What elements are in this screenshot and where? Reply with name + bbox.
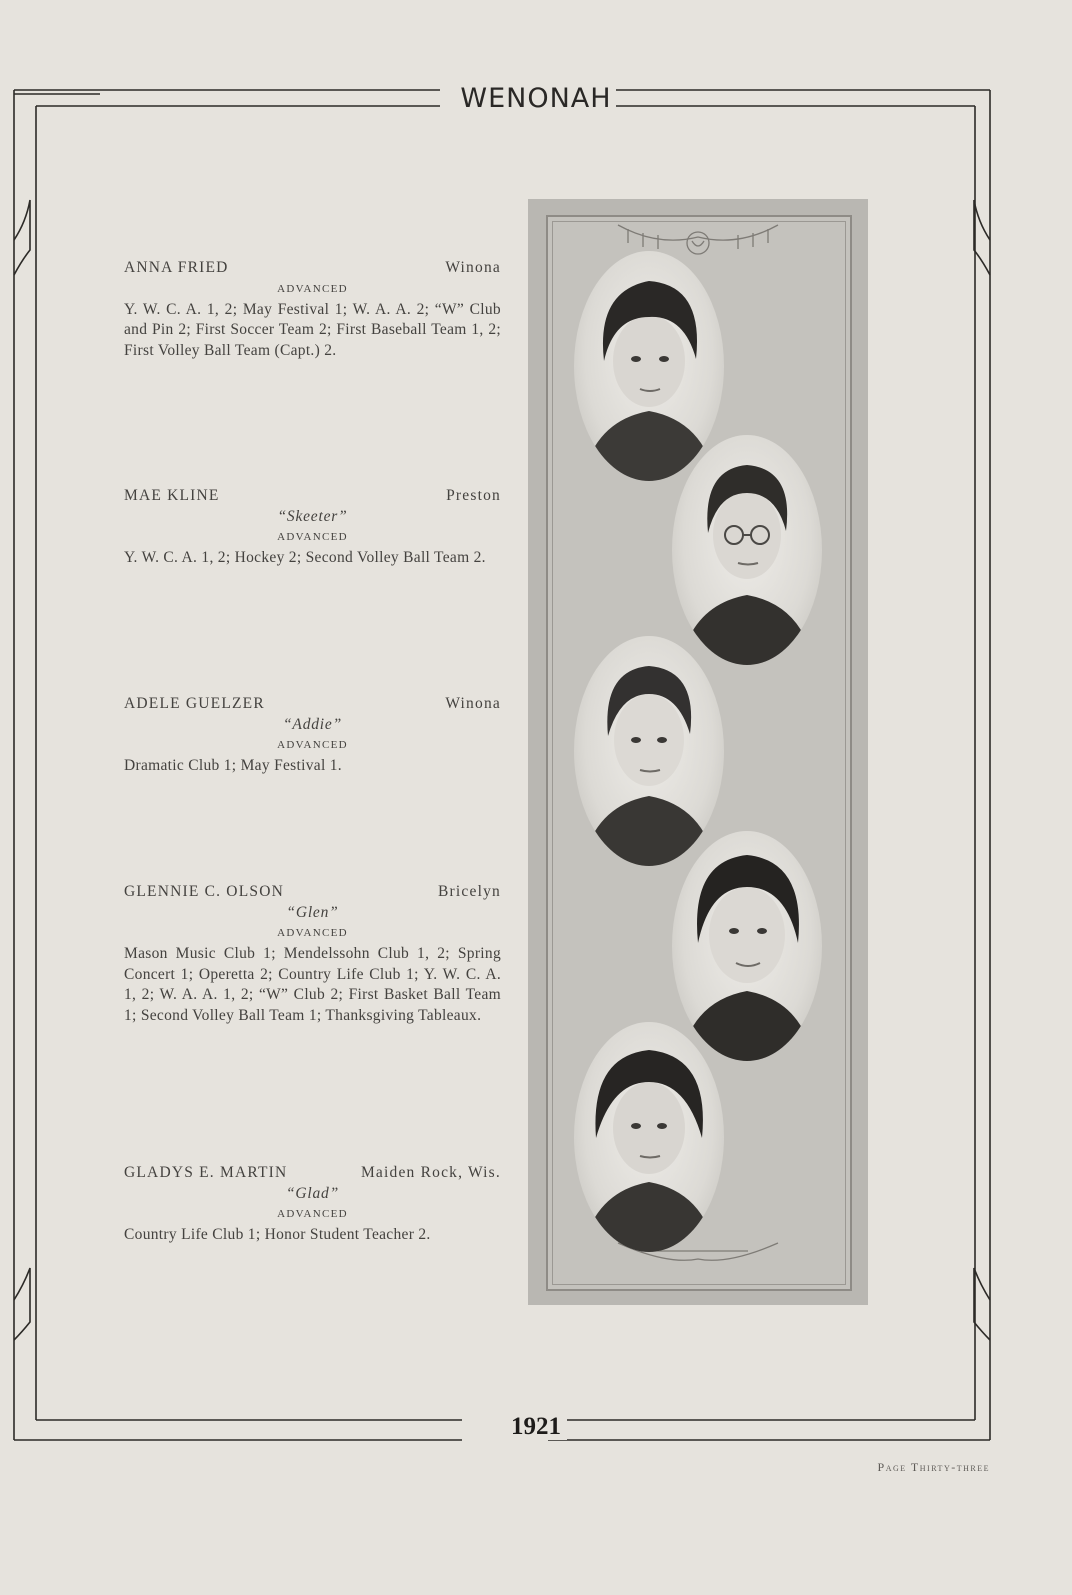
student-nickname: “Glad” <box>285 1184 340 1202</box>
student-entry <box>124 882 501 1026</box>
page-number: Page Thirty-three <box>877 1460 990 1474</box>
portrait-photo <box>672 831 822 1061</box>
student-level: ADVANCED <box>277 739 348 751</box>
student-level: ADVANCED <box>277 927 348 939</box>
student-name: ANNA FRIED <box>124 259 229 276</box>
student-hometown: Winona <box>445 695 501 712</box>
student-entry <box>124 694 501 777</box>
student-name: ADELE GUELZER <box>124 695 265 712</box>
student-hometown: Maiden Rock, Wis. <box>360 1164 501 1181</box>
student-hometown: Winona <box>445 259 501 276</box>
student-name: GLENNIE C. OLSON <box>124 883 284 900</box>
student-activities: Y. W. C. A. 1, 2; May Festival 1; W. A. A. 2; “W” Club and Pin 2; First Soccer Team 2; First Baseball Team 1, 2; First Volley Ball Team (Capt.) 2. <box>124 300 501 359</box>
portrait-photo <box>672 435 822 665</box>
student-nickname: “Glen” <box>286 903 339 921</box>
footer-year-text: 1921 <box>505 1413 567 1440</box>
yearbook-year <box>0 1413 1072 1441</box>
portrait-photo <box>574 251 724 481</box>
portrait-panel <box>528 199 868 1305</box>
student-activities: Country Life Club 1; Honor Student Teacher 2. <box>124 1226 431 1243</box>
yearbook-header-title <box>0 84 1072 114</box>
student-hometown: Bricelyn <box>438 883 501 900</box>
student-activities: Dramatic Club 1; May Festival 1. <box>124 757 342 774</box>
student-activities: Y. W. C. A. 1, 2; Hockey 2; Second Volley Ball Team 2. <box>124 549 486 566</box>
student-level: ADVANCED <box>277 531 348 543</box>
student-entry <box>124 1163 501 1246</box>
student-name: GLADYS E. MARTIN <box>124 1164 288 1181</box>
student-nickname: “Addie” <box>283 715 342 733</box>
student-level: ADVANCED <box>277 1208 348 1220</box>
student-hometown: Preston <box>446 487 501 504</box>
portrait-photo <box>574 636 724 866</box>
student-nickname: “Skeeter” <box>277 507 348 525</box>
student-entry <box>124 258 501 361</box>
student-name: MAE KLINE <box>124 487 220 504</box>
portrait-photo <box>574 1022 724 1252</box>
student-activities: Mason Music Club 1; Mendelssohn Club 1, 2; Spring Concert 1; Operetta 2; Country Life Club 1; Y. W. C. A. 1, 2; W. A. A. 1, 2; “W” Club 2; First Basket Ball Team 1; Second Volley Ball Team 1; Thanksgiving Tableaux. <box>124 945 501 1024</box>
student-level: ADVANCED <box>277 282 348 295</box>
student-entry <box>124 486 501 569</box>
header-title-text: WENONAH <box>456 83 615 114</box>
